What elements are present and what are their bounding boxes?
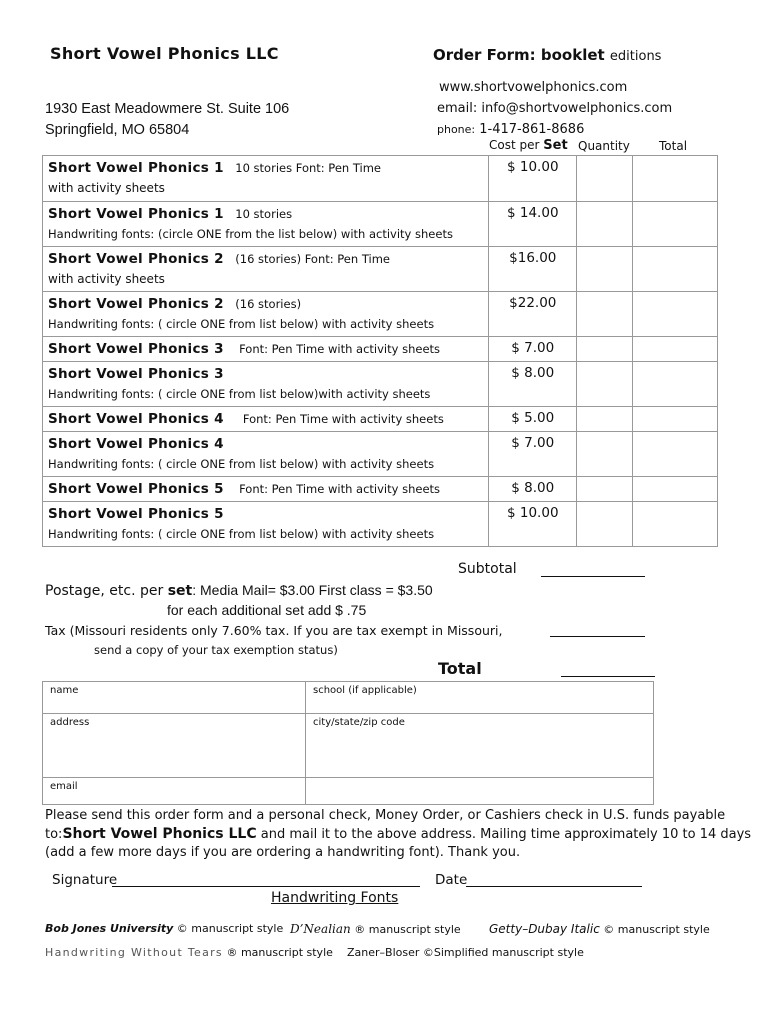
postage-set: set	[167, 583, 193, 599]
product-name: Short Vowel Phonics 2	[48, 251, 224, 267]
signature-line[interactable]	[112, 886, 420, 887]
total-cell[interactable]	[633, 202, 718, 247]
table-row	[43, 477, 718, 502]
additional-set: for each additional set add $ .75	[167, 602, 367, 618]
email-field[interactable]	[43, 778, 306, 805]
email-field-label: email	[50, 781, 78, 792]
product-table	[42, 155, 718, 547]
tax-line-2: send a copy of your tax exemption status)	[94, 643, 338, 657]
product-price: $ 10.00	[489, 502, 577, 547]
company-name: Short Vowel Phonics LLC	[50, 44, 279, 63]
product-description	[43, 477, 489, 502]
total-cell[interactable]	[633, 337, 718, 362]
quantity-header: Quantity	[578, 139, 630, 153]
product-line2: Handwriting fonts: ( circle ONE from list below) with activity sheets	[48, 527, 435, 541]
instructions-line-2	[45, 826, 751, 842]
quantity-cell[interactable]	[577, 156, 633, 202]
total-header: Total	[659, 139, 688, 153]
product-description	[43, 362, 489, 407]
empty-cell	[306, 778, 654, 805]
dnealian-name: D’Nealian	[290, 922, 351, 936]
handwriting-fonts-title: Handwriting Fonts	[271, 890, 399, 906]
product-price: $22.00	[489, 292, 577, 337]
cost-per-set-header	[489, 138, 568, 153]
instructions-line-2-rest: and mail it to the above address. Mailing time approximately 10 to 14 days	[256, 827, 752, 842]
total-cell[interactable]	[633, 247, 718, 292]
website[interactable]: www.shortvowelphonics.com	[439, 80, 628, 95]
product-detail: (16 stories) Font: Pen Time	[235, 252, 390, 266]
product-price: $ 14.00	[489, 202, 577, 247]
product-price: $ 8.00	[489, 477, 577, 502]
product-price: $ 5.00	[489, 407, 577, 432]
signature-label: Signature	[52, 872, 118, 888]
postage-prefix: Postage, etc. per	[45, 583, 164, 599]
product-description	[43, 156, 489, 202]
font-bob-jones[interactable]	[45, 922, 283, 935]
table-row	[43, 292, 718, 337]
product-line2: Handwriting fonts: ( circle ONE from list below) with activity sheets	[48, 457, 435, 471]
name-label: name	[50, 685, 79, 696]
dnealian-style: ® manuscript style	[350, 923, 461, 936]
instructions-line-1: Please send this order form and a personal check, Money Order, or Cashiers check in U.S. funds payable	[45, 808, 726, 823]
getty-dubay-style: © manuscript style	[599, 923, 710, 936]
product-line2: Handwriting fonts: ( circle ONE from list below) with activity sheets	[48, 317, 435, 331]
city-state-zip-field[interactable]	[306, 714, 654, 778]
table-row	[43, 432, 718, 477]
product-line2: with activity sheets	[48, 181, 165, 195]
postage-line	[45, 582, 433, 599]
phone-line	[437, 122, 584, 137]
product-line2: with activity sheets	[48, 272, 165, 286]
product-detail: Font: Pen Time with activity sheets	[239, 482, 441, 496]
school-field[interactable]	[306, 682, 654, 714]
product-name: Short Vowel Phonics 1	[48, 160, 224, 176]
total-cell[interactable]	[633, 477, 718, 502]
customer-info-table	[42, 681, 654, 805]
school-label: school (if applicable)	[313, 685, 417, 696]
product-price: $ 8.00	[489, 362, 577, 407]
product-description	[43, 292, 489, 337]
font-dnealian[interactable]	[290, 922, 461, 936]
total-cell[interactable]	[633, 362, 718, 407]
font-zaner-bloser[interactable]: Zaner–Bloser ©Simplified manuscript style	[347, 946, 584, 959]
quantity-cell[interactable]	[577, 337, 633, 362]
phone-value: 1-417-861-8686	[479, 122, 585, 137]
table-row	[43, 202, 718, 247]
total-cell[interactable]	[633, 432, 718, 477]
city-label: city/state/zip code	[313, 717, 405, 728]
editions-label: editions	[609, 49, 662, 64]
bob-jones-name: Bob Jones University	[45, 922, 174, 935]
product-name: Short Vowel Phonics 5	[48, 481, 224, 497]
quantity-cell[interactable]	[577, 247, 633, 292]
hwt-name: Handwriting Without Tears	[45, 946, 223, 959]
quantity-cell[interactable]	[577, 407, 633, 432]
table-row	[43, 407, 718, 432]
address-field[interactable]	[43, 714, 306, 778]
quantity-cell[interactable]	[577, 292, 633, 337]
subtotal-label: Subtotal	[458, 561, 517, 577]
subtotal-line[interactable]	[541, 576, 645, 577]
table-row	[43, 247, 718, 292]
table-row	[43, 337, 718, 362]
product-price: $ 10.00	[489, 156, 577, 202]
product-detail: (16 stories)	[235, 297, 302, 311]
address-line-1: 1930 East Meadowmere St. Suite 106	[45, 101, 290, 117]
cost-per-label: Cost per	[489, 138, 540, 152]
total-cell[interactable]	[633, 407, 718, 432]
total-cell[interactable]	[633, 292, 718, 337]
product-description	[43, 202, 489, 247]
product-detail: 10 stories Font: Pen Time	[235, 161, 381, 175]
product-description	[43, 337, 489, 362]
product-name: Short Vowel Phonics 2	[48, 296, 224, 312]
product-description	[43, 432, 489, 477]
font-hwt[interactable]	[45, 946, 333, 959]
postage-rates: : Media Mail= $3.00 First class = $3.50	[192, 582, 433, 598]
product-name: Short Vowel Phonics 3	[48, 341, 224, 357]
table-row	[43, 156, 718, 202]
bob-jones-style: © manuscript style	[173, 922, 284, 935]
quantity-cell[interactable]	[577, 502, 633, 547]
quantity-cell[interactable]	[577, 202, 633, 247]
order-form-label: Order Form: booklet	[433, 46, 605, 64]
product-price: $ 7.00	[489, 432, 577, 477]
product-detail: 10 stories	[235, 207, 293, 221]
tax-line[interactable]	[550, 636, 645, 637]
product-description	[43, 407, 489, 432]
font-getty-dubay[interactable]	[489, 922, 710, 936]
getty-dubay-name: Getty–Dubay Italic	[489, 922, 600, 936]
total-line[interactable]	[561, 676, 655, 677]
product-line2: Handwriting fonts: (circle ONE from the list below) with activity sheets	[48, 227, 453, 241]
quantity-cell[interactable]	[577, 362, 633, 407]
total-label: Total	[438, 659, 482, 678]
phone-label: phone:	[437, 123, 476, 136]
set-label: Set	[543, 138, 568, 153]
total-cell[interactable]	[633, 502, 718, 547]
to-prefix: to:	[45, 827, 63, 842]
order-form-title	[433, 46, 661, 64]
date-label: Date	[435, 872, 468, 888]
product-name: Short Vowel Phonics 4	[48, 436, 224, 452]
product-detail: Font: Pen Time with activity sheets	[239, 342, 441, 356]
product-line2: Handwriting fonts: ( circle ONE from list below)with activity sheets	[48, 387, 431, 401]
product-price: $16.00	[489, 247, 577, 292]
date-line[interactable]	[466, 886, 642, 887]
instructions-line-3: (add a few more days if you are ordering a handwriting font). Thank you.	[45, 845, 521, 860]
email-label: email:	[437, 101, 478, 116]
address-line-2: Springfield, MO 65804	[45, 122, 190, 138]
name-field[interactable]	[43, 682, 306, 714]
product-name: Short Vowel Phonics 5	[48, 506, 224, 522]
quantity-cell[interactable]	[577, 432, 633, 477]
address-label: address	[50, 717, 90, 728]
product-description	[43, 247, 489, 292]
hwt-style: ® manuscript style	[222, 946, 333, 959]
email-value[interactable]: info@shortvowelphonics.com	[481, 101, 673, 116]
quantity-cell[interactable]	[577, 477, 633, 502]
product-name: Short Vowel Phonics 1	[48, 206, 224, 222]
product-name: Short Vowel Phonics 4	[48, 411, 224, 427]
table-row	[43, 502, 718, 547]
email-line	[437, 101, 672, 116]
product-description	[43, 502, 489, 547]
product-detail: Font: Pen Time with activity sheets	[242, 412, 444, 426]
payee-company: Short Vowel Phonics LLC	[62, 826, 257, 842]
total-cell[interactable]	[633, 156, 718, 202]
product-name: Short Vowel Phonics 3	[48, 366, 224, 382]
table-row	[43, 362, 718, 407]
tax-line-1: Tax (Missouri residents only 7.60% tax. If you are tax exempt in Missouri,	[45, 623, 503, 638]
product-price: $ 7.00	[489, 337, 577, 362]
